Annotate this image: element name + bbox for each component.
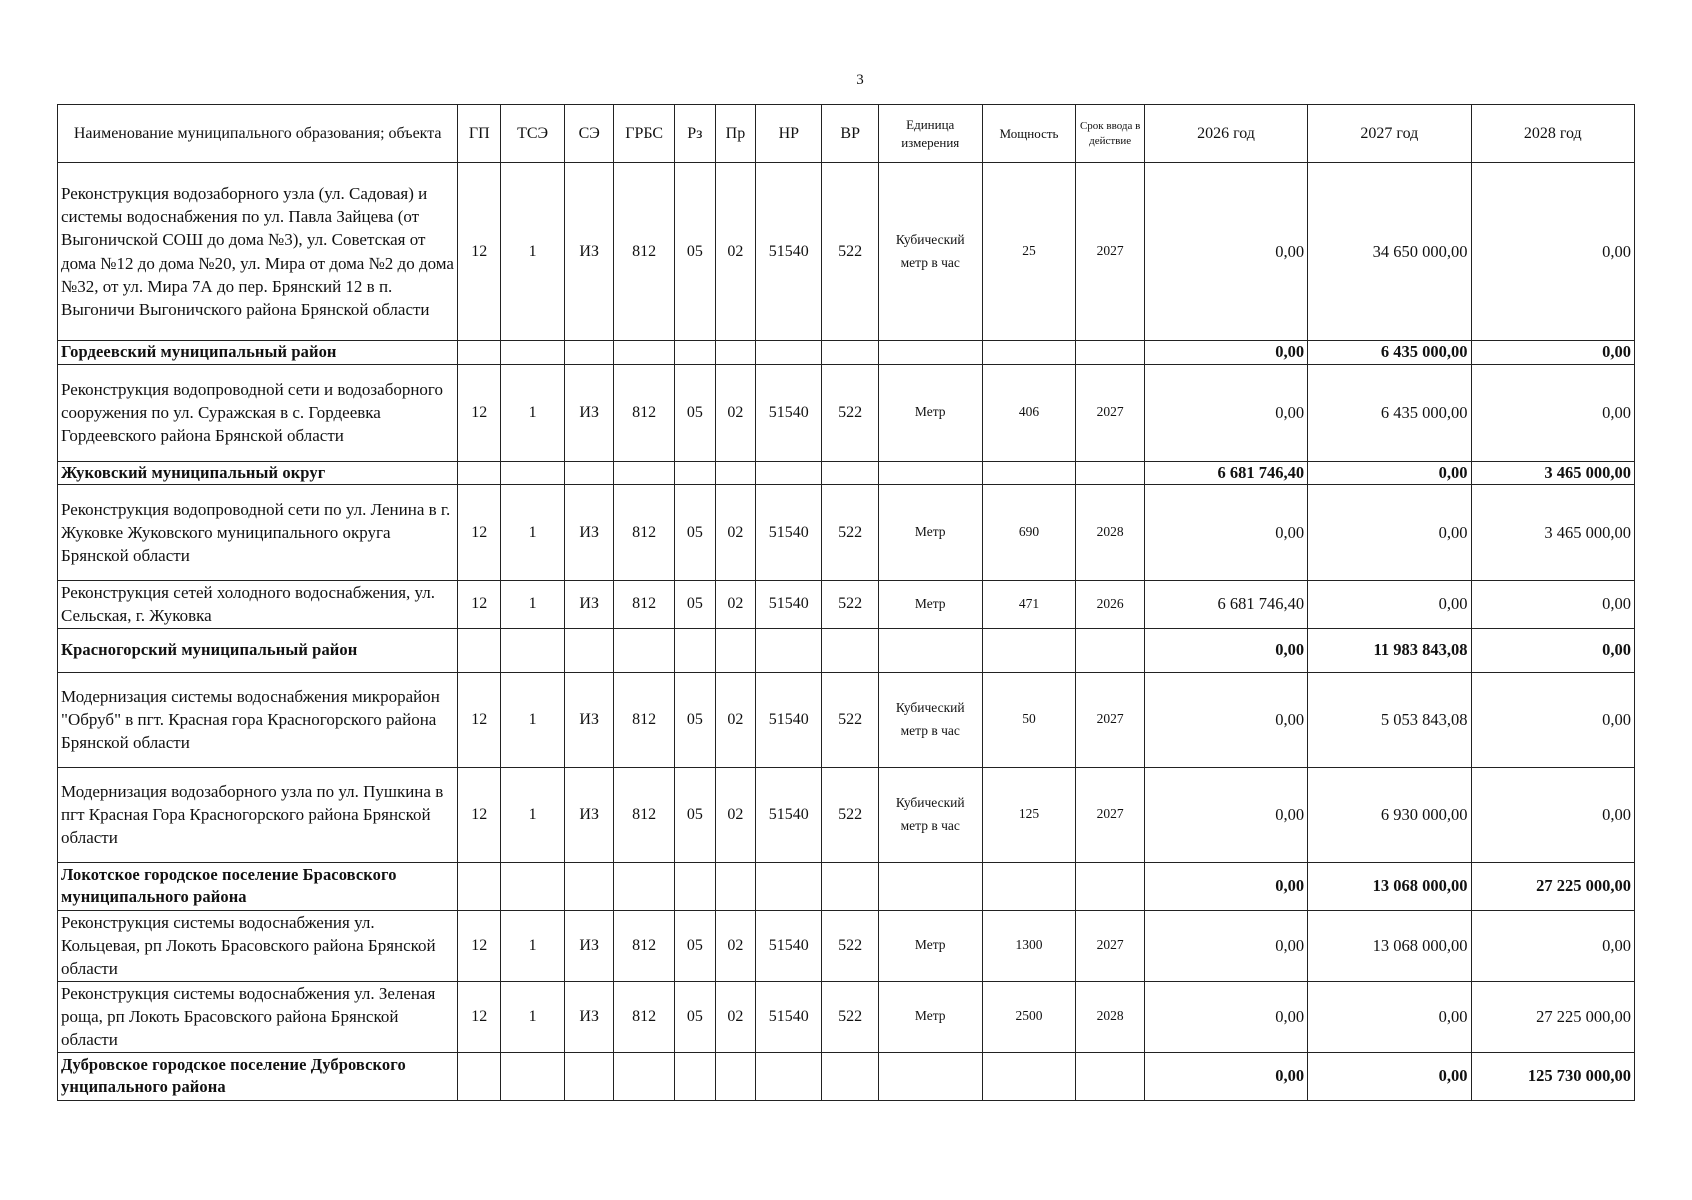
cell-gp: 12 [458, 485, 501, 581]
empty-cell [501, 862, 565, 910]
cell-grbs: 812 [614, 581, 675, 629]
header-pr: Пр [715, 105, 756, 163]
group-2026: 0,00 [1144, 628, 1307, 672]
group-2028: 0,00 [1471, 628, 1635, 672]
cell-power: 50 [982, 672, 1076, 767]
group-2028: 27 225 000,00 [1471, 862, 1635, 910]
cell-rz: 05 [675, 981, 716, 1052]
empty-cell [715, 862, 756, 910]
empty-cell [565, 341, 614, 365]
empty-cell [982, 1052, 1076, 1100]
empty-cell [1076, 628, 1144, 672]
cell-power: 2500 [982, 981, 1076, 1052]
cell-term: 2028 [1076, 981, 1144, 1052]
cell-2028: 3 465 000,00 [1471, 485, 1635, 581]
cell-tse: 1 [501, 485, 565, 581]
group-2027: 11 983 843,08 [1308, 628, 1471, 672]
header-term: Срок ввода в действие [1076, 105, 1144, 163]
empty-cell [458, 628, 501, 672]
cell-rz: 05 [675, 581, 716, 629]
object-name: Реконструкция водопроводной сети и водозаборного сооружения по ул. Суражская в с. Гордеевка Гордеевского района Брянской области [58, 364, 458, 461]
cell-tse: 1 [501, 581, 565, 629]
cell-grbs: 812 [614, 163, 675, 341]
group-row [58, 341, 1635, 365]
empty-cell [756, 461, 822, 485]
cell-se: ИЗ [565, 485, 614, 581]
group-2026: 0,00 [1144, 862, 1307, 910]
group-2026: 0,00 [1144, 1052, 1307, 1100]
cell-2027: 6 930 000,00 [1308, 767, 1471, 862]
cell-power: 471 [982, 581, 1076, 629]
cell-vr: 522 [822, 672, 879, 767]
cell-gp: 12 [458, 581, 501, 629]
group-2026: 6 681 746,40 [1144, 461, 1307, 485]
empty-cell [458, 461, 501, 485]
cell-2026: 0,00 [1144, 910, 1307, 981]
cell-vr: 522 [822, 981, 879, 1052]
cell-se: ИЗ [565, 910, 614, 981]
empty-cell [715, 1052, 756, 1100]
cell-nr: 51540 [756, 672, 822, 767]
group-2027: 13 068 000,00 [1308, 862, 1471, 910]
cell-term: 2028 [1076, 485, 1144, 581]
cell-nr: 51540 [756, 981, 822, 1052]
cell-power: 406 [982, 364, 1076, 461]
cell-2028: 0,00 [1471, 910, 1635, 981]
cell-rz: 05 [675, 485, 716, 581]
cell-se: ИЗ [565, 981, 614, 1052]
cell-power: 25 [982, 163, 1076, 341]
empty-cell [458, 341, 501, 365]
cell-2026: 0,00 [1144, 767, 1307, 862]
cell-pr: 02 [715, 981, 756, 1052]
empty-cell [614, 341, 675, 365]
cell-unit: Метр [878, 981, 982, 1052]
group-name: Гордеевский муниципальный район [58, 341, 458, 365]
empty-cell [878, 862, 982, 910]
empty-cell [501, 341, 565, 365]
group-name: Локотское городское поселение Брасовского муниципального района [58, 862, 458, 910]
header-row [58, 105, 1635, 163]
cell-grbs: 812 [614, 910, 675, 981]
object-name: Реконструкция системы водоснабжения ул. Кольцевая, рп Локоть Брасовского района Брянской области [58, 910, 458, 981]
cell-unit: Кубический метр в час [878, 672, 982, 767]
empty-cell [458, 1052, 501, 1100]
cell-2027: 13 068 000,00 [1308, 910, 1471, 981]
cell-gp: 12 [458, 364, 501, 461]
cell-nr: 51540 [756, 364, 822, 461]
object-name: Модернизация водозаборного узла по ул. Пушкина в пгт Красная Гора Красногорского района Брянской области [58, 767, 458, 862]
group-row [58, 1052, 1635, 1100]
cell-unit: Метр [878, 485, 982, 581]
cell-term: 2027 [1076, 163, 1144, 341]
cell-term: 2027 [1076, 672, 1144, 767]
cell-nr: 51540 [756, 767, 822, 862]
cell-unit: Кубический метр в час [878, 163, 982, 341]
page-number: 3 [856, 72, 864, 88]
header-nr: НР [756, 105, 822, 163]
cell-se: ИЗ [565, 672, 614, 767]
empty-cell [565, 1052, 614, 1100]
cell-2027: 34 650 000,00 [1308, 163, 1471, 341]
cell-rz: 05 [675, 910, 716, 981]
cell-2028: 27 225 000,00 [1471, 981, 1635, 1052]
empty-cell [675, 628, 716, 672]
object-name: Реконструкция водопроводной сети по ул. Ленина в г. Жуковке Жуковского муниципального округа Брянской области [58, 485, 458, 581]
table-row [58, 910, 1635, 981]
group-name: Жуковский муниципальный округ [58, 461, 458, 485]
cell-vr: 522 [822, 767, 879, 862]
empty-cell [878, 1052, 982, 1100]
group-2026: 0,00 [1144, 341, 1307, 365]
cell-pr: 02 [715, 767, 756, 862]
cell-2028: 0,00 [1471, 767, 1635, 862]
cell-tse: 1 [501, 672, 565, 767]
empty-cell [756, 862, 822, 910]
cell-2026: 0,00 [1144, 672, 1307, 767]
cell-2026: 0,00 [1144, 364, 1307, 461]
cell-2027: 5 053 843,08 [1308, 672, 1471, 767]
empty-cell [675, 341, 716, 365]
header-tse: ТСЭ [501, 105, 565, 163]
table-row [58, 163, 1635, 341]
cell-pr: 02 [715, 364, 756, 461]
cell-2026: 0,00 [1144, 485, 1307, 581]
group-row [58, 461, 1635, 485]
empty-cell [675, 461, 716, 485]
cell-nr: 51540 [756, 910, 822, 981]
empty-cell [756, 628, 822, 672]
empty-cell [1076, 1052, 1144, 1100]
cell-2027: 0,00 [1308, 485, 1471, 581]
group-2028: 3 465 000,00 [1471, 461, 1635, 485]
empty-cell [982, 461, 1076, 485]
empty-cell [982, 862, 1076, 910]
cell-power: 690 [982, 485, 1076, 581]
cell-2027: 0,00 [1308, 981, 1471, 1052]
cell-gp: 12 [458, 672, 501, 767]
cell-unit: Метр [878, 364, 982, 461]
cell-rz: 05 [675, 364, 716, 461]
cell-se: ИЗ [565, 163, 614, 341]
empty-cell [565, 461, 614, 485]
empty-cell [715, 461, 756, 485]
cell-gp: 12 [458, 910, 501, 981]
cell-unit: Кубический метр в час [878, 767, 982, 862]
header-2028: 2028 год [1471, 105, 1635, 163]
cell-se: ИЗ [565, 364, 614, 461]
cell-gp: 12 [458, 767, 501, 862]
cell-pr: 02 [715, 485, 756, 581]
cell-rz: 05 [675, 767, 716, 862]
empty-cell [822, 1052, 879, 1100]
empty-cell [756, 1052, 822, 1100]
header-name: Наименование муниципального образования; объекта [58, 105, 458, 163]
header-vr: ВР [822, 105, 879, 163]
empty-cell [715, 341, 756, 365]
empty-cell [458, 862, 501, 910]
object-name: Реконструкция водозаборного узла (ул. Садовая) и системы водоснабжения по ул. Павла Зайцева (от Выгоничской СОШ до дома №3), ул. Советская от дома №12 до дома №20, ул. Мира от дома №2 до дома №32, от ул. Мира 7А до пер. Брянский 12 в п. Выгоничи Выгоничского района Брянской области [58, 163, 458, 341]
empty-cell [1076, 341, 1144, 365]
cell-tse: 1 [501, 981, 565, 1052]
empty-cell [822, 341, 879, 365]
table-row [58, 364, 1635, 461]
cell-nr: 51540 [756, 581, 822, 629]
cell-grbs: 812 [614, 364, 675, 461]
budget-table [57, 104, 1635, 1101]
empty-cell [501, 1052, 565, 1100]
cell-gp: 12 [458, 163, 501, 341]
group-name: Красногорский муниципальный район [58, 628, 458, 672]
cell-se: ИЗ [565, 767, 614, 862]
table-row [58, 767, 1635, 862]
cell-2027: 6 435 000,00 [1308, 364, 1471, 461]
cell-2028: 0,00 [1471, 364, 1635, 461]
cell-rz: 05 [675, 672, 716, 767]
empty-cell [565, 862, 614, 910]
cell-se: ИЗ [565, 581, 614, 629]
empty-cell [982, 341, 1076, 365]
cell-grbs: 812 [614, 485, 675, 581]
table-row [58, 581, 1635, 629]
header-2026: 2026 год [1144, 105, 1307, 163]
group-2027: 6 435 000,00 [1308, 341, 1471, 365]
cell-2028: 0,00 [1471, 163, 1635, 341]
cell-tse: 1 [501, 163, 565, 341]
cell-unit: Метр [878, 910, 982, 981]
header-rz: Рз [675, 105, 716, 163]
cell-2026: 0,00 [1144, 163, 1307, 341]
cell-nr: 51540 [756, 485, 822, 581]
cell-vr: 522 [822, 163, 879, 341]
cell-2028: 0,00 [1471, 672, 1635, 767]
empty-cell [878, 628, 982, 672]
empty-cell [614, 461, 675, 485]
object-name: Реконструкция сетей холодного водоснабжения, ул. Сельская, г. Жуковка [58, 581, 458, 629]
cell-2028: 0,00 [1471, 581, 1635, 629]
table-row [58, 672, 1635, 767]
cell-unit: Метр [878, 581, 982, 629]
empty-cell [715, 628, 756, 672]
cell-nr: 51540 [756, 163, 822, 341]
cell-tse: 1 [501, 910, 565, 981]
cell-vr: 522 [822, 910, 879, 981]
empty-cell [565, 628, 614, 672]
group-2027: 0,00 [1308, 1052, 1471, 1100]
group-row [58, 628, 1635, 672]
empty-cell [822, 628, 879, 672]
cell-gp: 12 [458, 981, 501, 1052]
empty-cell [822, 862, 879, 910]
object-name: Реконструкция системы водоснабжения ул. Зеленая роща, рп Локоть Брасовского района Брянской области [58, 981, 458, 1052]
empty-cell [1076, 461, 1144, 485]
empty-cell [614, 862, 675, 910]
header-2027: 2027 год [1308, 105, 1471, 163]
header-gp: ГП [458, 105, 501, 163]
cell-pr: 02 [715, 163, 756, 341]
empty-cell [878, 461, 982, 485]
empty-cell [982, 628, 1076, 672]
cell-power: 1300 [982, 910, 1076, 981]
cell-pr: 02 [715, 581, 756, 629]
cell-2027: 0,00 [1308, 581, 1471, 629]
header-se: СЭ [565, 105, 614, 163]
empty-cell [675, 862, 716, 910]
cell-term: 2026 [1076, 581, 1144, 629]
empty-cell [614, 628, 675, 672]
group-2027: 0,00 [1308, 461, 1471, 485]
cell-power: 125 [982, 767, 1076, 862]
group-name: Дубровское городское поселение Дубровского унципального района [58, 1052, 458, 1100]
empty-cell [614, 1052, 675, 1100]
group-row [58, 862, 1635, 910]
cell-grbs: 812 [614, 981, 675, 1052]
cell-tse: 1 [501, 364, 565, 461]
empty-cell [675, 1052, 716, 1100]
cell-2026: 6 681 746,40 [1144, 581, 1307, 629]
group-2028: 0,00 [1471, 341, 1635, 365]
empty-cell [501, 461, 565, 485]
cell-vr: 522 [822, 581, 879, 629]
cell-pr: 02 [715, 910, 756, 981]
header-unit: Единица измерения [878, 105, 982, 163]
empty-cell [501, 628, 565, 672]
cell-tse: 1 [501, 767, 565, 862]
cell-grbs: 812 [614, 672, 675, 767]
empty-cell [822, 461, 879, 485]
table-row [58, 981, 1635, 1052]
header-grbs: ГРБС [614, 105, 675, 163]
group-2028: 125 730 000,00 [1471, 1052, 1635, 1100]
empty-cell [1076, 862, 1144, 910]
empty-cell [756, 341, 822, 365]
cell-grbs: 812 [614, 767, 675, 862]
cell-2026: 0,00 [1144, 981, 1307, 1052]
cell-term: 2027 [1076, 767, 1144, 862]
cell-term: 2027 [1076, 364, 1144, 461]
cell-rz: 05 [675, 163, 716, 341]
cell-vr: 522 [822, 485, 879, 581]
empty-cell [878, 341, 982, 365]
cell-pr: 02 [715, 672, 756, 767]
header-power: Мощность [982, 105, 1076, 163]
object-name: Модернизация системы водоснабжения микрорайон "Обруб" в пгт. Красная гора Красногорского района Брянской области [58, 672, 458, 767]
cell-term: 2027 [1076, 910, 1144, 981]
table-row [58, 485, 1635, 581]
cell-vr: 522 [822, 364, 879, 461]
